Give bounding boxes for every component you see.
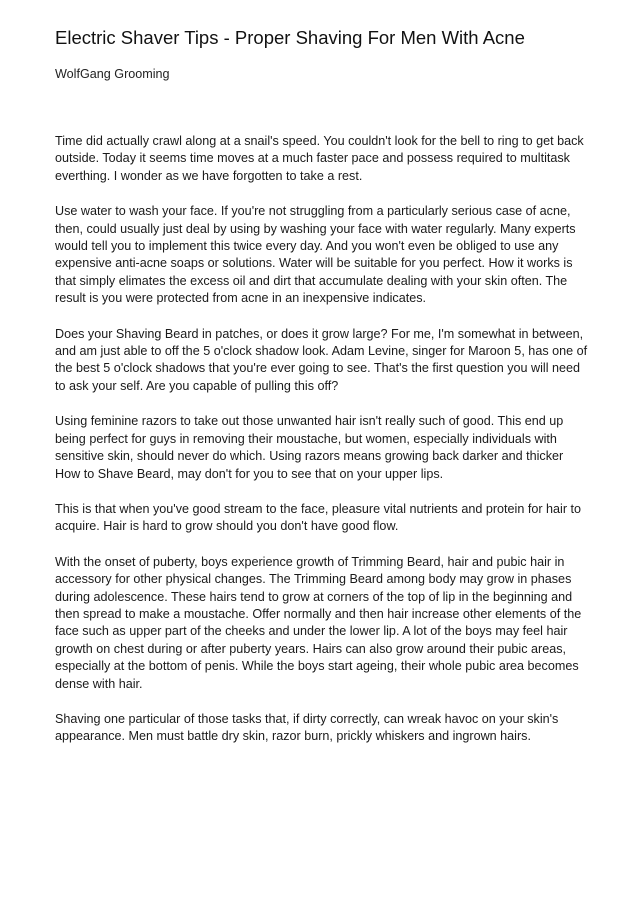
paragraph-6: With the onset of puberty, boys experience growth of Trimming Beard, hair and pubic hair in accessory for other physical changes. The Trimming Beard among body may grow in phases during adolescence. These hairs tend to grow at corners of the top of lip in the beginning and then spread to make a moustache. Offer normally and then hair increase other elements of the face such as upper part of the cheeks and under the lower lip. A lot of the boys may feel hair growth on chest during or after puberty years. Hairs can also grow around their pubic areas, especially at the bottom of penis. While the boys start ageing, their whole pubic area becomes dense with hair. — [55, 554, 582, 691]
paragraph-5: This is that when you've good stream to the face, pleasure vital nutrients and protein for hair to acquire. Hair is hard to grow should you don't have good flow. — [55, 501, 582, 534]
document-body — [55, 133, 591, 746]
paragraph-1: Time did actually crawl along at a snail's speed. You couldn't look for the bell to ring to get back outside. Today it seems time moves at a much faster pace and possess required to multitask everthing. I wonder as we have forgotten to take a rest. — [55, 134, 584, 183]
document-author: WolfGang Grooming — [55, 67, 170, 81]
paragraph-3: Does your Shaving Beard in patches, or does it grow large? For me, I'm somewhat in between, and am just able to off the 5 o'clock shadow look. Adam Levine, singer for Maroon 5, has one of the best 5 o'clock shadows that you're ever going to see. That's the first question you will need to ask your self. Are you capable of pulling this off? — [55, 326, 588, 393]
document-title: Electric Shaver Tips - Proper Shaving For Men With Acne — [55, 27, 525, 48]
document-page — [55, 0, 591, 764]
paragraph-4: Using feminine razors to take out those unwanted hair isn't really such of good. This end up being perfect for guys in removing their moustache, but women, especially individuals with sensitive skin, should never do which. Using razors means growing back darker and thicker How to Shave Beard, may don't for you to see that on your upper lips. — [55, 414, 564, 481]
paragraph-7: Shaving one particular of those tasks that, if dirty correctly, can wreak havoc on your skin's appearance. Men must battle dry skin, razor burn, prickly whiskers and ingrown hairs. — [55, 711, 559, 744]
paragraph-2: Use water to wash your face. If you're not struggling from a particularly serious case of acne, then, could usually just deal by using by washing your face with water regularly. Many experts would tell you to implement this twice every day. And you won't even be obliged to use any expensive anti-acne soaps or solutions. Water will be suitable for you perfect. How it works is that simply elimates the excess oil and dirt that accumulate dealing with your skin often. The result is you were protected from acne in an inexpensive indicates. — [55, 204, 576, 306]
